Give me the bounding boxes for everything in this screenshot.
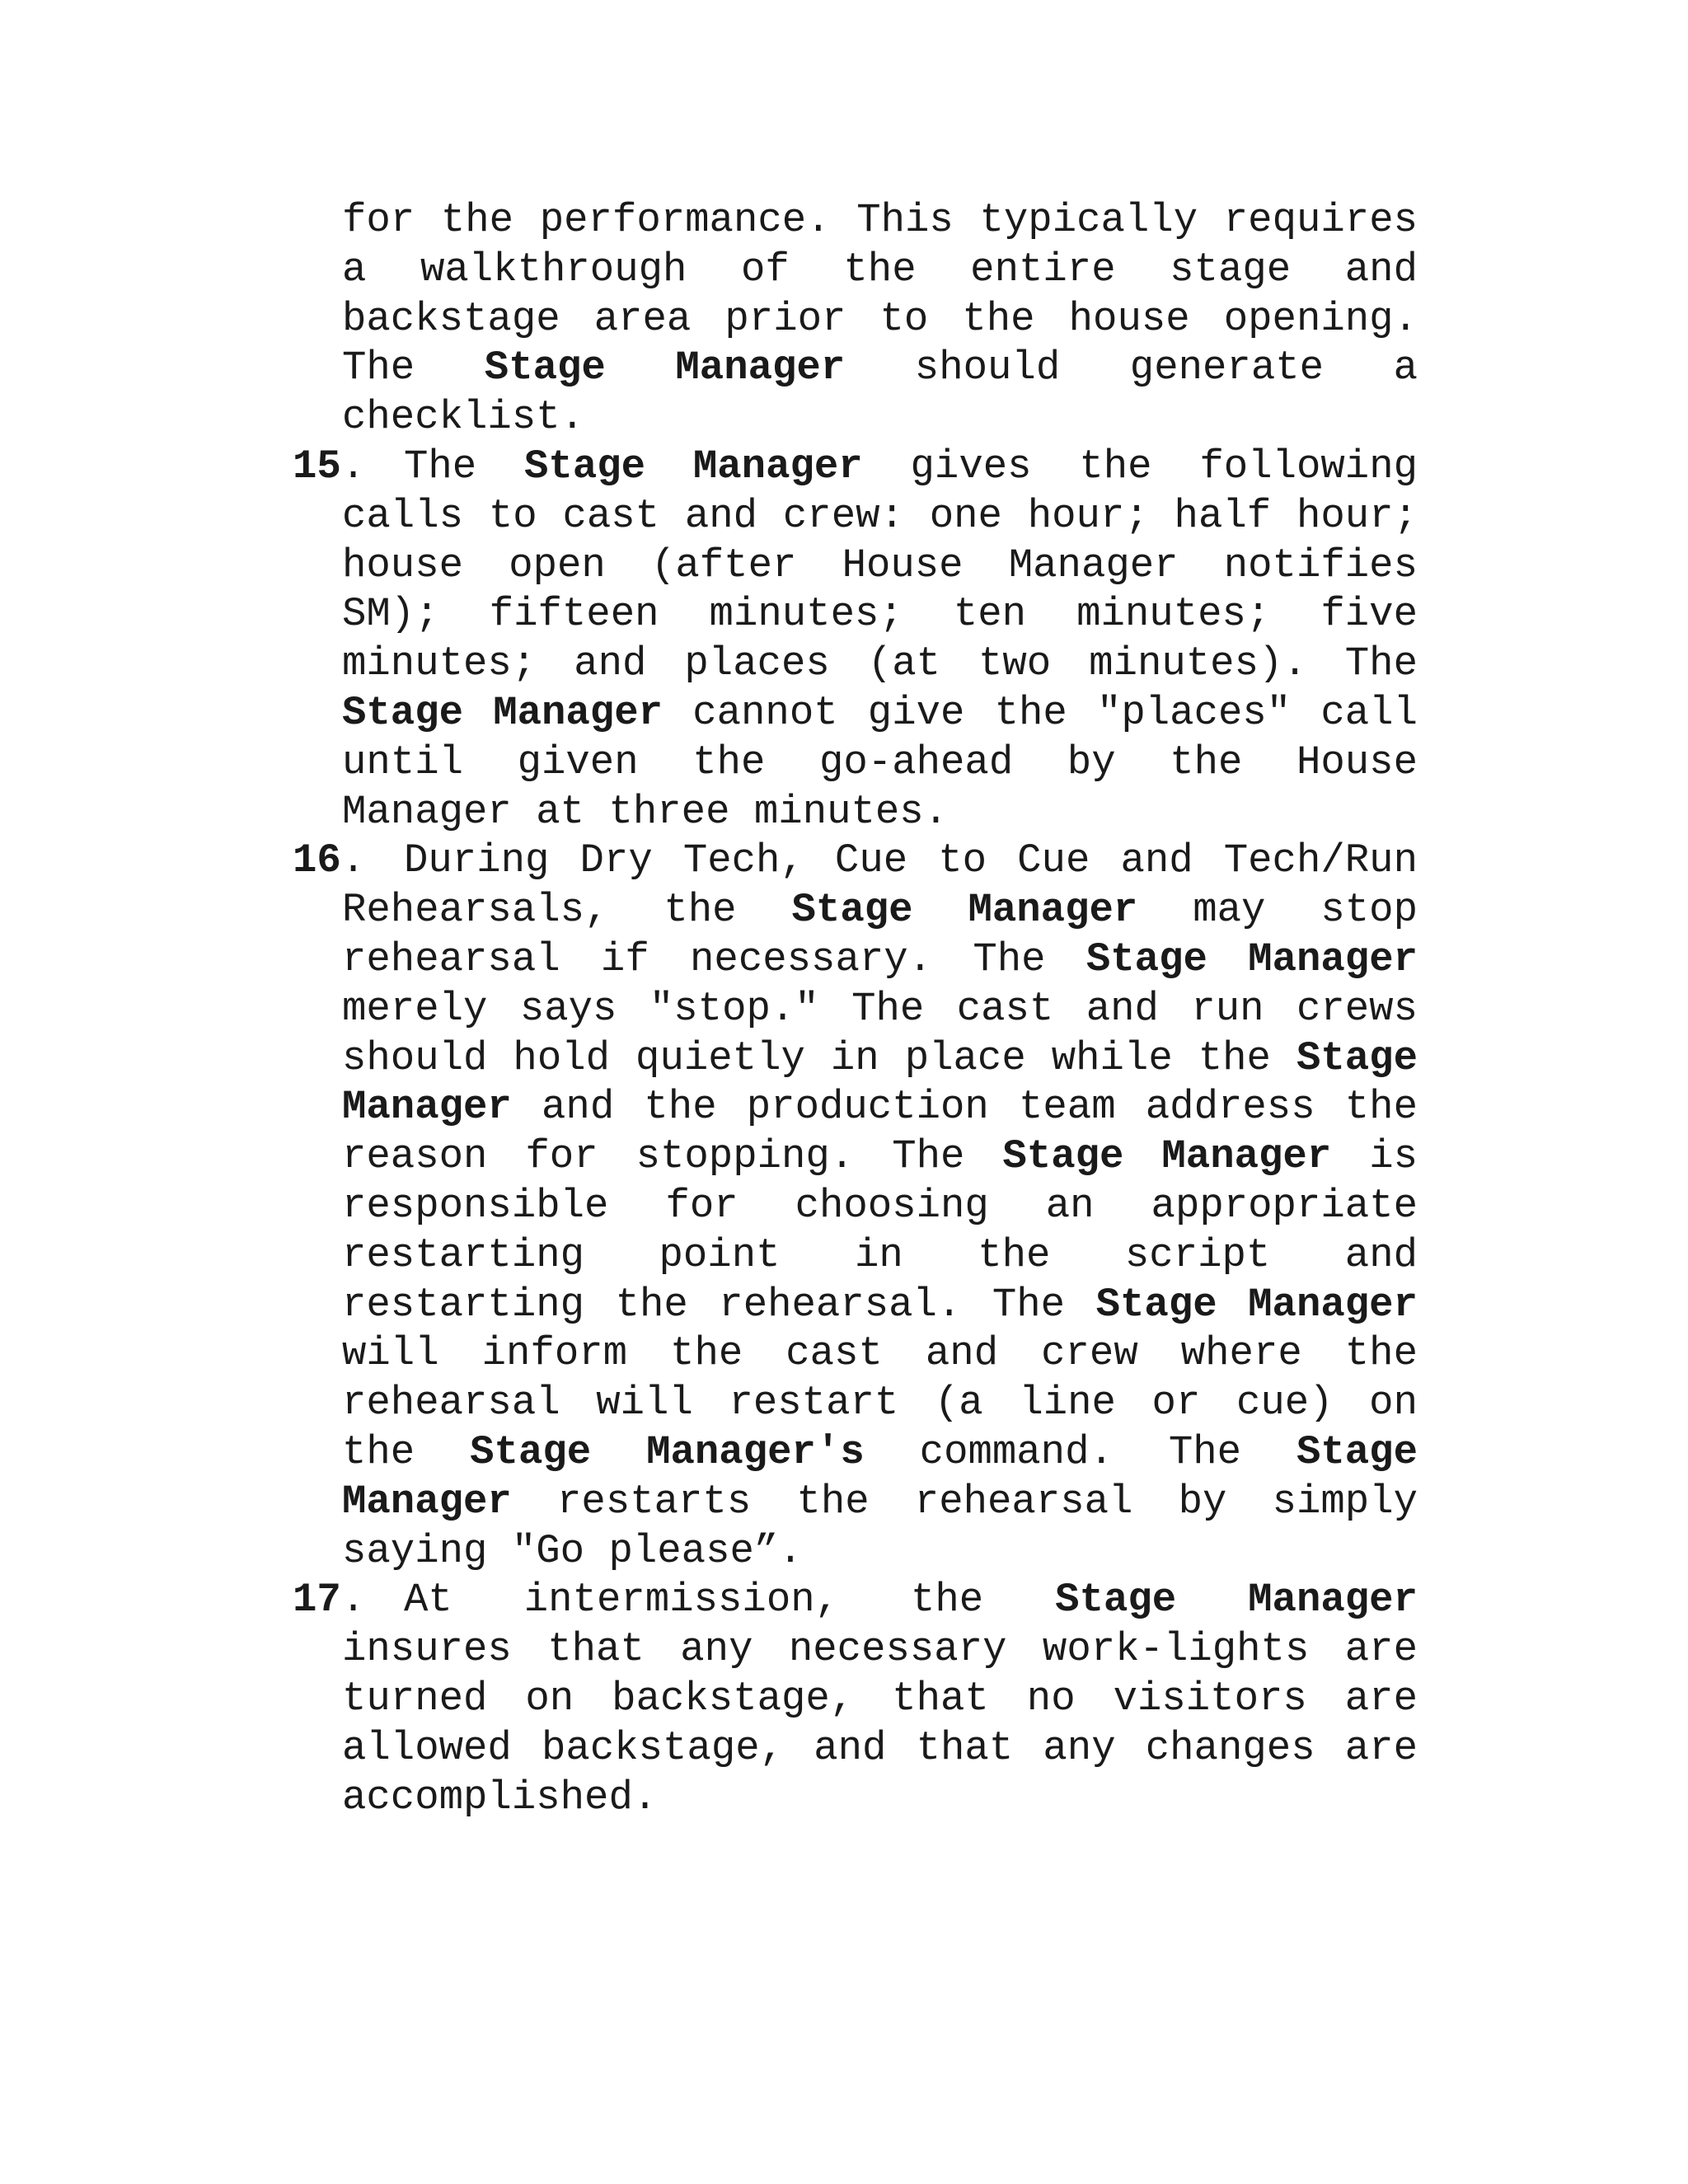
list-number-value: 15	[293, 443, 341, 490]
list-item-16	[293, 837, 1418, 1576]
list-number-value: 17	[293, 1577, 341, 1624]
bold-term: Stage Manager	[1002, 1133, 1332, 1180]
bold-term: Stage Manager	[342, 689, 663, 736]
text-run: The	[404, 443, 525, 490]
text-run: for the performance. This typically requires a walkthrough of the entire stage and backstage area prior to the house opening. The	[342, 197, 1418, 391]
list-number: 17.	[293, 1577, 366, 1624]
paragraph-continued	[342, 196, 1418, 443]
paragraph-text	[342, 443, 1418, 837]
list-number: 15.	[293, 443, 366, 490]
list-item-15	[293, 443, 1418, 837]
bold-term: Stage Manager	[524, 443, 863, 490]
paragraph-text	[342, 1576, 1418, 1822]
bold-term: Stage Manager	[342, 1428, 1418, 1525]
text-run: should generate a checklist.	[342, 344, 1418, 441]
list-number-value: 16	[293, 837, 341, 884]
text-run: and the production team address the reason for stopping. The	[342, 1084, 1418, 1180]
bold-term: Stage Manager	[342, 1034, 1418, 1131]
text-run: merely says "stop." The cast and run crews should hold quietly in place while the	[342, 985, 1418, 1081]
list-number: 16.	[293, 837, 366, 884]
bold-term: Stage Manager	[484, 344, 846, 391]
document-body	[293, 196, 1418, 1822]
text-run: restarts the rehearsal by simply saying "Go please”.	[342, 1478, 1418, 1574]
text-run: may stop rehearsal if necessary. The	[342, 887, 1418, 982]
bold-term: Stage Manager	[791, 887, 1138, 934]
text-run: is responsible for choosing an appropriate restarting point in the script and restarting the rehearsal. The	[342, 1133, 1418, 1328]
bold-term: Stage Manager	[1055, 1577, 1418, 1624]
text-run: During Dry Tech, Cue to Cue and Tech/Run Rehearsals, the	[342, 837, 1418, 934]
paragraph-text	[342, 196, 1418, 443]
bold-term: Stage Manager	[1095, 1281, 1418, 1328]
text-run: insures that any necessary work-lights are turned on backstage, that no visitors are allowed backstage, and that any changes are accomplished.	[342, 1626, 1418, 1821]
text-run: gives the following calls to cast and crew: one hour; half hour; house open (after House Manager notifies SM); fifteen minutes; ten minutes; five minutes; and places (at two minutes). The	[342, 443, 1418, 687]
text-run: At intermission, the	[404, 1577, 1056, 1624]
text-run: command. The	[864, 1428, 1296, 1475]
text-run: will inform the cast and crew where the rehearsal will restart (a line or cue) on the	[342, 1330, 1418, 1475]
text-run: cannot give the "places" call until given the go-ahead by the House Manager at three minutes.	[342, 689, 1418, 835]
bold-term: Stage Manager's	[470, 1428, 865, 1475]
list-item-17	[293, 1576, 1418, 1822]
bold-term: Stage Manager	[1085, 935, 1418, 982]
paragraph-text	[342, 837, 1418, 1576]
